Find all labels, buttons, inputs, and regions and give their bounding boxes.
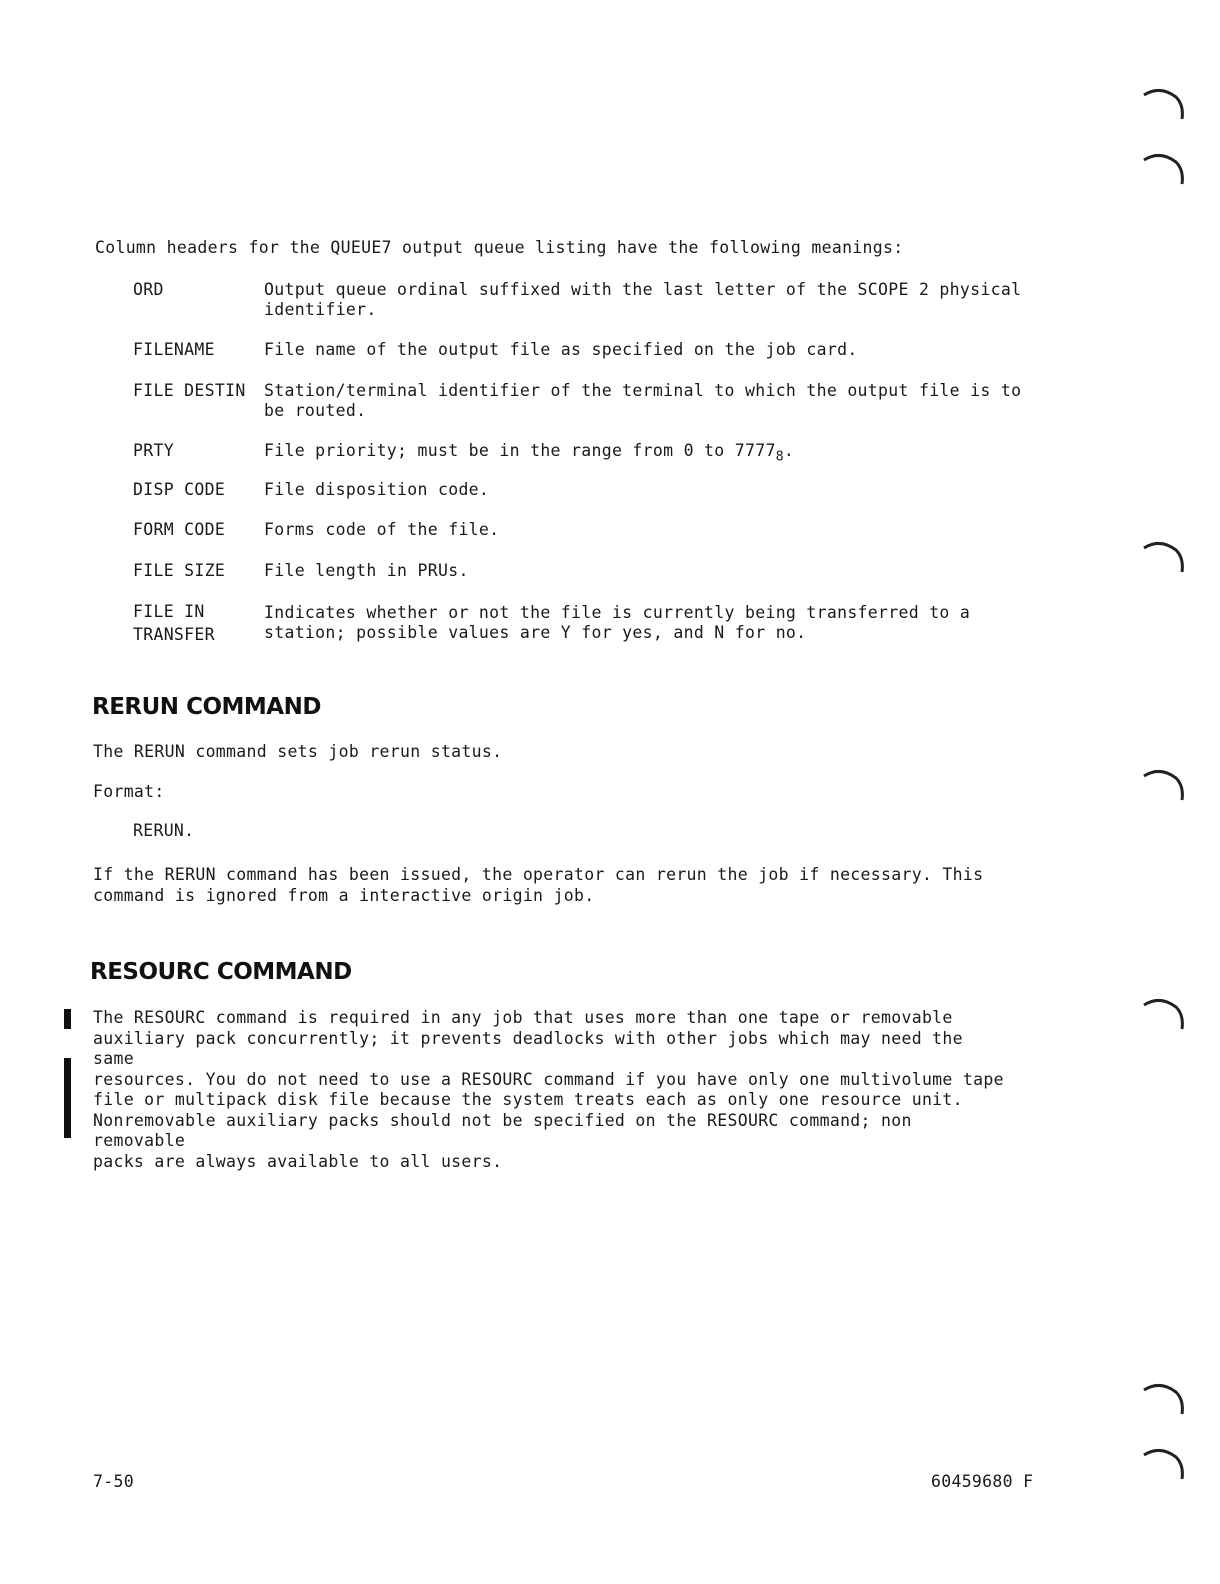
definition-term: FILE IN TRANSFER	[133, 602, 215, 644]
definition-desc: Forms code of the file.	[264, 520, 500, 539]
binder-hole-mark	[1140, 150, 1188, 190]
change-bar	[64, 1009, 71, 1029]
resourc-body: The RESOURC command is required in any job that uses more than one tape or removable auxiliary pack concurrently; it prevents deadlocks with other jobs which may need the same resources. You do not need to use a RESOURC command if you have only one multivolume tape file or multipack disk file because the system treats each as only one resource unit. Nonremovable auxiliary packs should not be specified on the RESOURC command; non removable packs are always available to all users.	[93, 1008, 1004, 1171]
binder-hole-mark	[1140, 995, 1188, 1035]
definition-desc: File name of the output file as specified on the job card.	[264, 340, 858, 359]
binder-hole-mark	[1140, 85, 1188, 125]
change-bar	[64, 1058, 71, 1138]
definition-desc: Station/terminal identifier of the terminal to which the output file is to be routed.	[264, 381, 1022, 420]
definition-term: FILE DESTIN	[133, 381, 246, 400]
definition-term: FILE SIZE	[133, 561, 226, 580]
section-heading-rerun: RERUN COMMAND	[92, 694, 321, 720]
section-heading-resourc: RESOURC COMMAND	[90, 959, 352, 985]
octal-subscript: 8	[775, 449, 784, 465]
definition-desc: File disposition code.	[264, 480, 490, 499]
binder-hole-mark	[1140, 1380, 1188, 1420]
page-number: 7-50	[93, 1472, 134, 1491]
definition-term: PRTY	[133, 441, 174, 460]
definition-desc-end: .	[783, 441, 795, 460]
definition-term: ORD	[133, 280, 164, 299]
document-number: 60459680 F	[931, 1472, 1034, 1491]
definition-term: FILENAME	[133, 340, 215, 359]
rerun-body: If the RERUN command has been issued, the operator can rerun the job if necessary. This command is ignored from a interactive origin job.	[93, 865, 984, 905]
definition-desc: File length in PRUs.	[264, 561, 469, 580]
intro-text: Column headers for the QUEUE7 output queue listing have the following meanings:	[95, 238, 904, 257]
rerun-intro: The RERUN command sets job rerun status.	[93, 742, 503, 761]
definition-term: FORM CODE	[133, 520, 226, 539]
format-label: Format:	[93, 782, 165, 801]
definition-desc	[264, 441, 1024, 467]
definition-desc: Indicates whether or not the file is currently being transferred to a station; possible values are Y for yes, and N for no.	[264, 603, 971, 642]
definition-desc: Output queue ordinal suffixed with the last letter of the SCOPE 2 physical identifier.	[264, 280, 1022, 319]
binder-hole-mark	[1140, 1445, 1188, 1485]
binder-hole-mark	[1140, 766, 1188, 806]
format-syntax: RERUN.	[133, 821, 195, 840]
definition-term: DISP CODE	[133, 480, 226, 499]
definition-desc-text: File priority; must be in the range from 0 to 7777	[264, 441, 776, 460]
binder-hole-mark	[1140, 538, 1188, 578]
